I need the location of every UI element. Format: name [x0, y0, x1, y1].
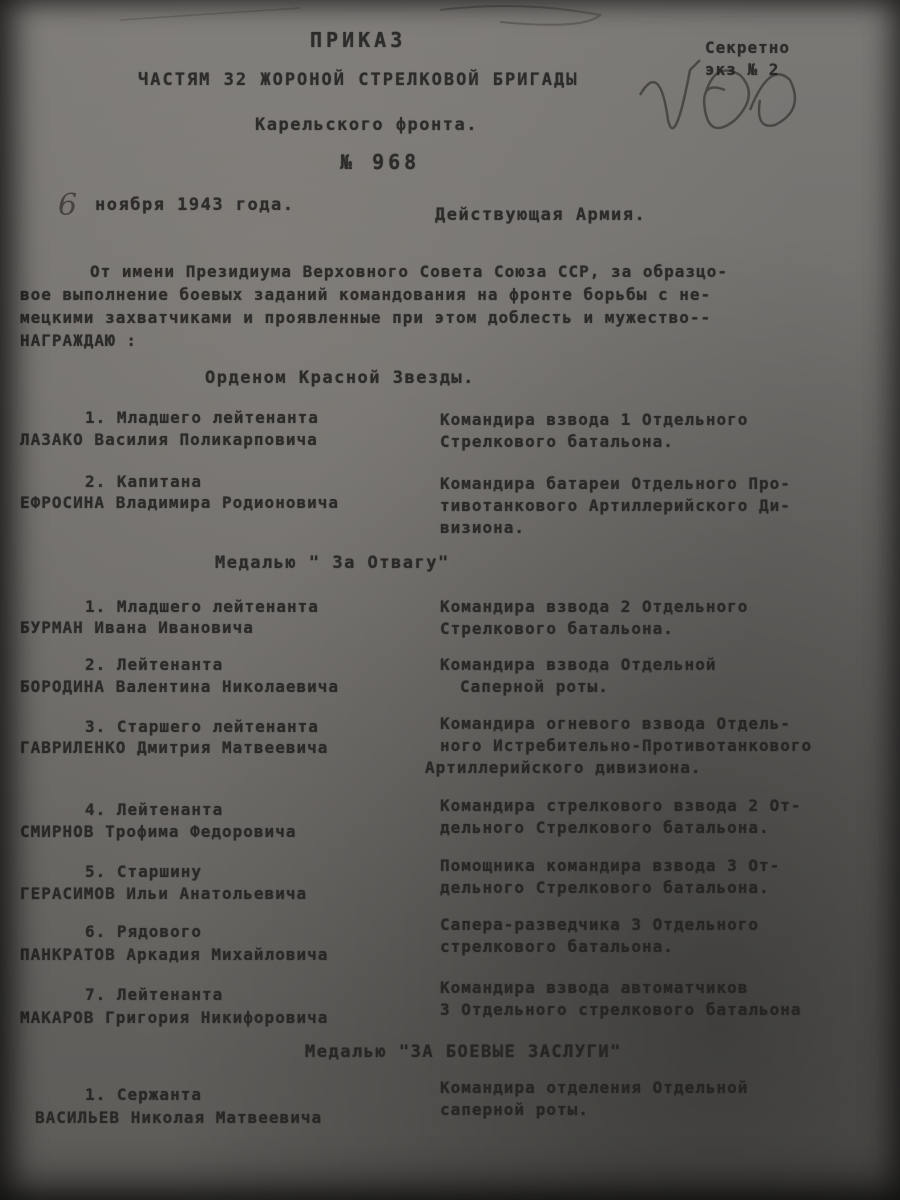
- document-title: ПРИКАЗ: [310, 28, 407, 52]
- entry-position: дельного Стрелкового батальона.: [440, 878, 770, 897]
- entry-position: ного Истребительно-Противотанкового: [440, 736, 813, 755]
- entry-rank: 3. Старшего лейтенанта: [85, 717, 319, 736]
- secrecy-stamp: Секретно: [705, 38, 791, 57]
- entry-rank: 7. Лейтенанта: [85, 985, 224, 1004]
- entry-position: Командира огневого взвода Отдель-: [440, 714, 791, 733]
- entry-position: Командира стрелкового взвода 2 От-: [440, 796, 802, 815]
- entry-name: ВАСИЛЬЕВ Николая Матвеевича: [35, 1108, 323, 1127]
- entry-rank: 1. Сержанта: [85, 1085, 202, 1104]
- entry-position: саперной роты.: [440, 1100, 589, 1119]
- date-day: 6: [58, 188, 78, 223]
- entry-position: Стрелкового батальона.: [440, 432, 674, 451]
- entry-position: стрелкового батальона.: [440, 937, 674, 956]
- entry-rank: 4. Лейтенанта: [85, 800, 224, 819]
- entry-position: Командира отделения Отдельной: [440, 1078, 749, 1097]
- entry-name: БУРМАН Ивана Ивановича: [20, 618, 254, 637]
- place-line: Действующая Армия.: [435, 205, 647, 225]
- entry-name: ЛАЗАКО Василия Поликарповича: [20, 430, 318, 449]
- section-heading: Орденом Красной Звезды.: [205, 368, 475, 388]
- intro-line: мецкими захватчиками и проявленные при этом доблесть и мужество--: [20, 308, 712, 327]
- intro-line: вое выполнение боевых заданий командования на фронте борьбы с не-: [20, 285, 712, 304]
- entry-position: Саперной роты.: [460, 677, 609, 696]
- entry-rank: 5. Старшину: [85, 862, 202, 881]
- entry-position: Командира взвода 1 Отдельного: [440, 410, 749, 429]
- entry-name: БОРОДИНА Валентина Николаевича: [20, 677, 339, 696]
- entry-position: Артиллерийского дивизиона.: [425, 758, 702, 777]
- intro-line: От имени Президиума Верховного Совета Союза ССР, за образцо-: [90, 262, 728, 281]
- entry-position: тивотанкового Артиллерийского Ди-: [440, 496, 791, 515]
- entry-position: Командира батареи Отдельного Про-: [440, 474, 791, 493]
- copy-number: экз № 2: [705, 60, 780, 79]
- order-number: № 968: [340, 150, 421, 174]
- entry-position: 3 Отдельного стрелкового батальона: [440, 1000, 802, 1019]
- section-heading: Медалью "ЗА БОЕВЫЕ ЗАСЛУГИ": [305, 1042, 622, 1062]
- entry-position: Сапера-разведчика 3 Отдельного: [440, 915, 759, 934]
- entry-position: Помощника командира взвода 3 От-: [440, 856, 781, 875]
- intro-awarded: НАГРАЖДАЮ :: [20, 331, 137, 350]
- entry-position: визиона.: [440, 518, 526, 537]
- entry-position: Командира взвода Отдельной: [440, 655, 717, 674]
- entry-position: Командира взвода автоматчиков: [440, 978, 749, 997]
- date-month-year: ноября 1943 года.: [95, 195, 295, 215]
- section-heading: Медалью " За Отвагу": [215, 553, 450, 573]
- entry-position: Стрелкового батальона.: [440, 619, 674, 638]
- entry-rank: 1. Младшего лейтенанта: [85, 597, 319, 616]
- entry-position: Командира взвода 2 Отдельного: [440, 597, 749, 616]
- entry-rank: 6. Рядового: [85, 922, 202, 941]
- unit-line: ЧАСТЯМ 32 ЖОРОНОЙ СТРЕЛКОВОЙ БРИГАДЫ: [138, 70, 579, 90]
- entry-name: ГЕРАСИМОВ Ильи Анатольевича: [20, 884, 308, 903]
- entry-name: ПАНКРАТОВ Аркадия Михайловича: [20, 945, 329, 964]
- entry-name: МАКАРОВ Григория Никифоровича: [20, 1008, 329, 1027]
- entry-name: СМИРНОВ Трофима Федоровича: [20, 822, 297, 841]
- entry-name: ЕФРОСИНА Владимира Родионовича: [20, 493, 339, 512]
- entry-position: дельного Стрелкового батальона.: [440, 818, 770, 837]
- entry-name: ГАВРИЛЕНКО Дмитрия Матвеевича: [20, 738, 329, 757]
- entry-rank: 2. Капитана: [85, 472, 202, 491]
- entry-rank: 1. Младшего лейтенанта: [85, 408, 319, 427]
- front-line: Карельского фронта.: [255, 115, 478, 135]
- entry-rank: 2. Лейтенанта: [85, 655, 224, 674]
